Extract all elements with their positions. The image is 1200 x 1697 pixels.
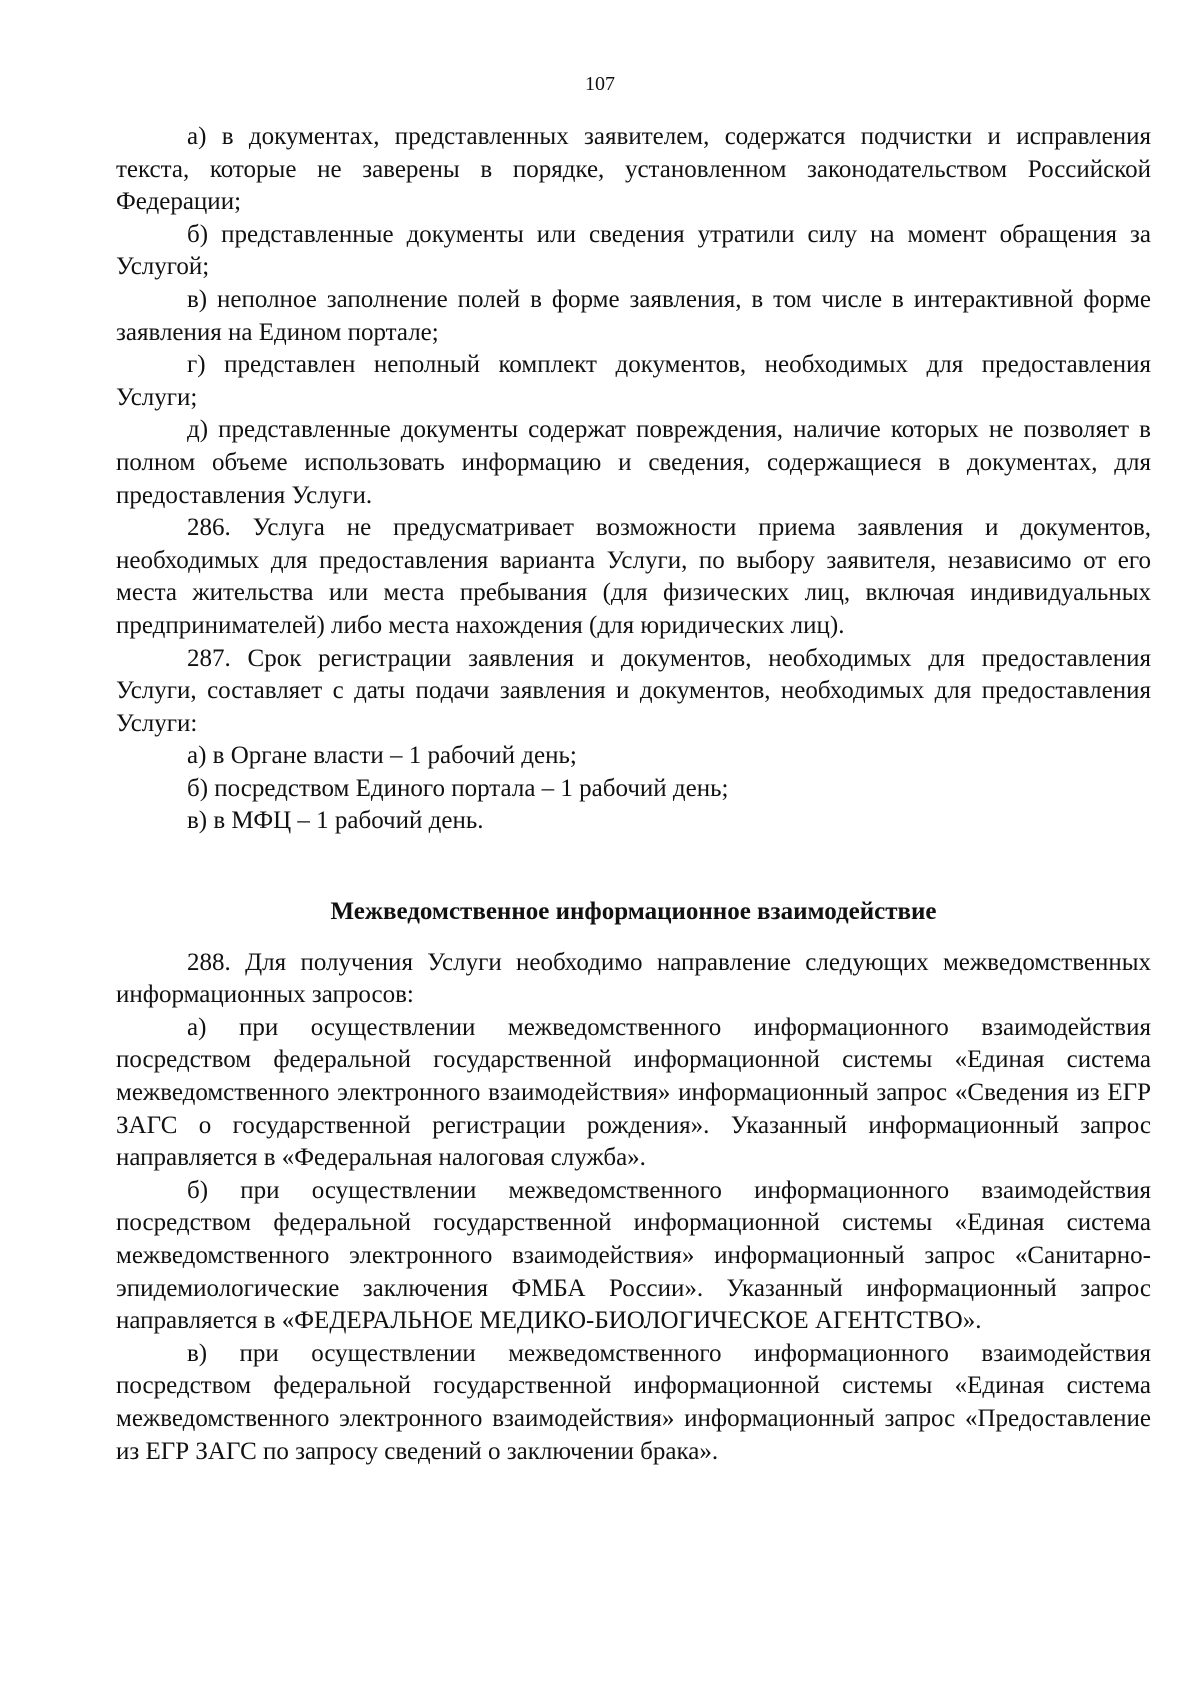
paragraph-item-a-corrections: а) в документах, представленных заявителем, содержатся подчистки и исправления текста, которые не заверены в порядке, установленном законодательством Российской Федерации; (116, 123, 1151, 216)
paragraph-287-v: в) в МФЦ – 1 рабочий день. (187, 807, 484, 835)
paragraph-288: 288. Для получения Услуги необходимо направление следующих межведомственных информационных запросов: (116, 948, 1151, 1009)
paragraph-286: 286. Услуга не предусматривает возможности приема заявления и документов, необходимых для предоставления варианта Услуги, по выбору заявителя, независимо от его места жительства или места пребывания (для физических лиц, включая индивидуальных предпринимателей) либо места нахождения (для юридических лиц). (116, 514, 1151, 639)
spacer (116, 929, 1151, 947)
paragraph-288-v: в) при осуществлении межведомственного информационного взаимодействия посредством федеральной государственной информационной системы «Единая система межведомственного электронного взаимодействия» информационный запрос «Предоставление из ЕГР ЗАГС по запросу сведений о заключении брака». (116, 1339, 1151, 1465)
paragraph-287-a: а) в Органе власти – 1 рабочий день; (187, 742, 577, 770)
paragraph-287-b: б) посредством Единого портала – 1 рабочий день; (187, 774, 729, 802)
document-body (116, 121, 1151, 1468)
paragraph-item-d-damaged: д) представленные документы содержат повреждения, наличие которых не позволяет в полном объеме использовать информацию и сведения, содержащиеся в документах, для предоставления Услуги. (116, 416, 1151, 509)
spacer (116, 838, 1151, 896)
paragraph-288-a: а) при осуществлении межведомственного информационного взаимодействия посредством федеральной государственной информационной системы «Единая система межведомственного электронного взаимодействия» информационный запрос «Сведения из ЕГР ЗАГС о государственной регистрации рождения». Указанный информационный запрос направляется в «Федеральная налоговая служба». (116, 1013, 1151, 1172)
page-number: 107 (585, 73, 615, 95)
section-heading: Межведомственное информационное взаимодействие (330, 898, 937, 926)
paragraph-287: 287. Срок регистрации заявления и документов, необходимых для предоставления Услуги, составляет с даты подачи заявления и документов, необходимых для предоставления Услуги: (116, 644, 1151, 737)
paragraph-item-g-incomplete-set: г) представлен неполный комплект документов, необходимых для предоставления Услуги; (116, 351, 1151, 411)
paragraph-item-b-expired: б) представленные документы или сведения утратили силу на момент обращения за Услугой; (116, 220, 1151, 281)
paragraph-item-v-incomplete-form: в) неполное заполнение полей в форме заявления, в том числе в интерактивной форме заявления на Едином портале; (116, 285, 1151, 346)
paragraph-288-b: б) при осуществлении межведомственного информационного взаимодействия посредством федеральной государственной информационной системы «Единая система межведомственного электронного взаимодействия» информационный запрос «Санитарно-эпидемиологические заключения ФМБА России». Указанный информационный запрос направляется в «ФЕДЕРАЛЬНОЕ МЕДИКО-БИОЛОГИЧЕСКОЕ АГЕНТСТВО». (116, 1176, 1151, 1335)
